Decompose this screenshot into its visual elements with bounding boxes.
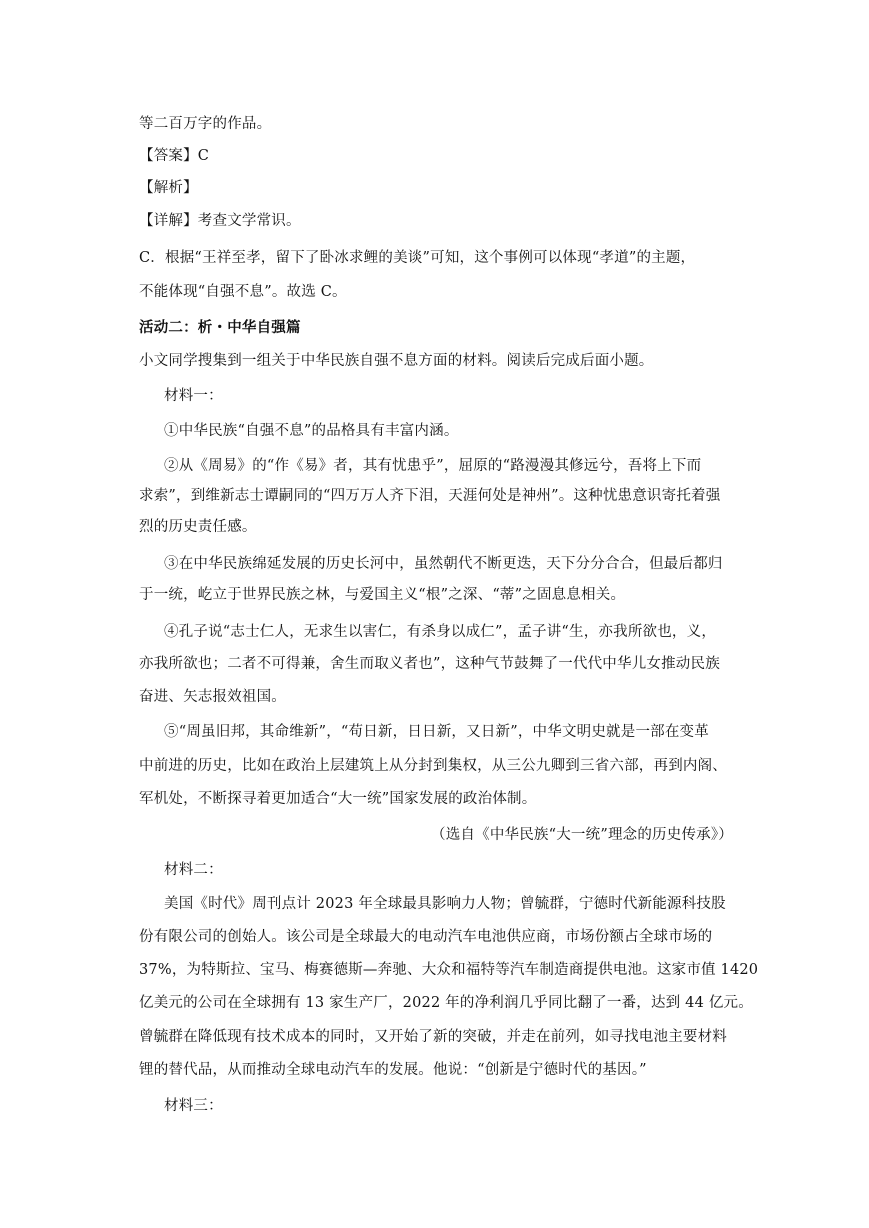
text-line: 曾毓群在降低现有技术成本的同时，又开始了新的突破，并走在前列，如寻找电池主要材料 (139, 1029, 727, 1045)
analysis-heading: 【解析】 (139, 180, 198, 196)
answer-line: 【答案】C (139, 148, 210, 164)
text-line: 中前进的历史，比如在政治上层建筑上从分封到集权，从三公九卿到三省六部，再到内阁、 (139, 758, 727, 774)
text-line: 烈的历史责任感。 (139, 519, 257, 535)
text-line: 不能体现“自强不息”。故选 C。 (139, 284, 347, 300)
text-line: ②从《周易》的“作《易》者，其有忧患乎”，屈原的“路漫漫其修远兮，吾将上下而 (164, 458, 702, 474)
text-line: 锂的替代品，从而推动全球电动汽车的发展。他说：“创新是宁德时代的基因。” (139, 1062, 647, 1078)
source-citation: （选自《中华民族“大一统”理念的历史传承》） (431, 827, 733, 843)
detail-line: 【详解】考查文学常识。 (139, 213, 301, 229)
text-line: ③在中华民族绵延发展的历史长河中，虽然朝代不断更迭，天下分分合合，但最后都归 (164, 556, 723, 572)
text-line: 奋进、矢志报效祖国。 (139, 689, 286, 705)
text-line: 于一统，屹立于世界民族之林，与爱国主义“根”之深、“蒂”之固息息相关。 (139, 587, 626, 603)
section-heading: 活动二：析・中华自强篇 (139, 320, 301, 336)
text-line: C．根据“王祥至孝，留下了卧冰求鲤的美谈”可知，这个事例可以体现“孝道”的主题， (139, 250, 696, 266)
text-line: 小文同学搜集到一组关于中华民族自强不息方面的材料。阅读后完成后面小题。 (139, 353, 654, 369)
text-line: ①中华民族“自强不息”的品格具有丰富内涵。 (164, 423, 459, 439)
text-line: 份有限公司的创始人。该公司是全球最大的电动汽车电池供应商，市场份额占全球市场的 (139, 929, 713, 945)
text-line: 37%，为特斯拉、宝马、梅赛德斯—奔驰、大众和福特等汽车制造商提供电池。这家市值 1420 (139, 962, 759, 978)
text-line: ④孔子说“志士仁人，无求生以害仁，有杀身以成仁”，孟子讲“生，亦我所欲也，义， (164, 624, 717, 640)
text-line: 亿美元的公司在全球拥有 13 家生产厂，2022 年的净利润几乎同比翻了一番，达到 44 亿元。 (139, 995, 753, 1011)
text-line: 美国《时代》周刊点计 2023 年全球最具影响力人物；曾毓群，宁德时代新能源科技股 (164, 896, 726, 912)
text-line: 等二百万字的作品。 (139, 116, 272, 132)
text-line: ⑤“周虽旧邦，其命维新”，“苟日新，日日新，又日新”，中华文明史就是一部在变革 (164, 724, 709, 740)
material-label: 材料三： (164, 1098, 223, 1114)
material-label: 材料二： (164, 862, 223, 878)
text-line: 亦我所欲也；二者不可得兼，舍生而取义者也”，这种气节鼓舞了一代代中华儿女推动民族 (139, 656, 720, 672)
text-line: 军机处，不断探寻着更加适合“大一统”国家发展的政治体制。 (139, 791, 537, 807)
text-line: 求索”，到维新志士谭嗣同的“四万万人齐下泪，天涯何处是神州”。这种忧患意识寄托着强 (139, 488, 721, 504)
material-label: 材料一： (164, 388, 223, 404)
